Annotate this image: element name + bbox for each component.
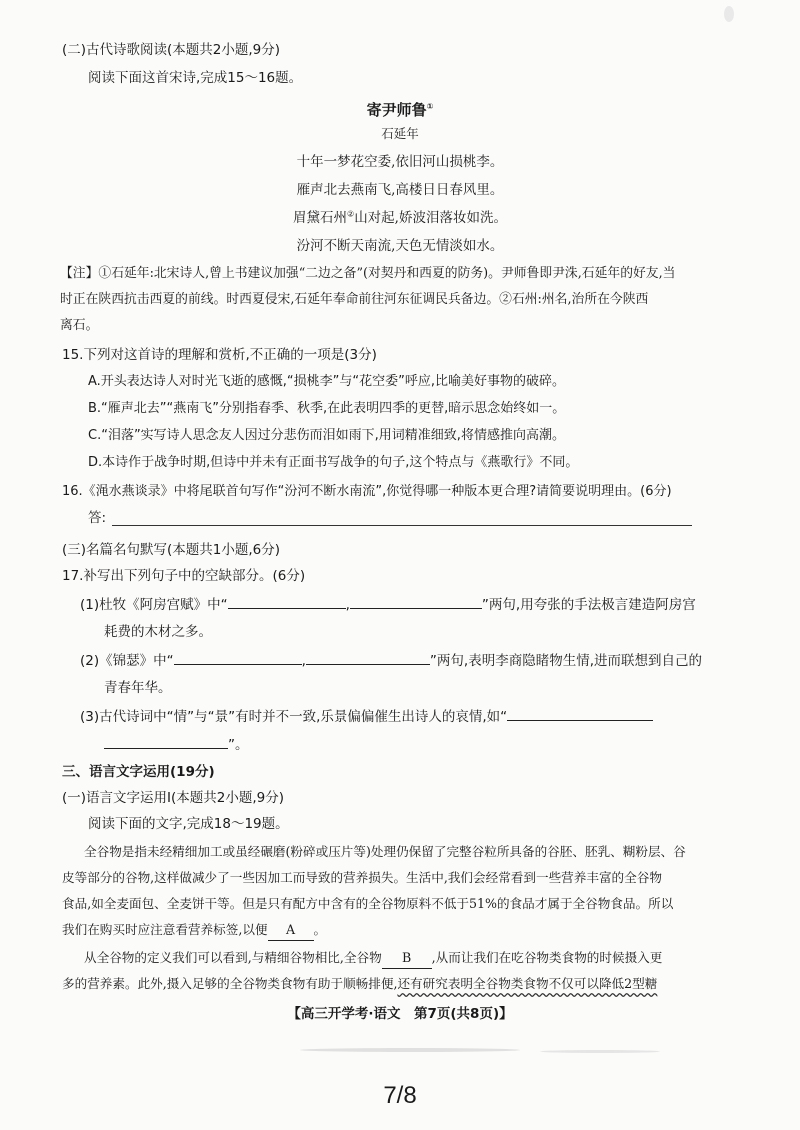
page-indicator: 7/8 bbox=[383, 1082, 417, 1109]
question-17-part-2: (2)《锦瑟》中“ , ”两句,表明李商隐睹物生情,进而联想到自己的 bbox=[80, 650, 702, 671]
blank-b[interactable]: B bbox=[382, 948, 432, 969]
poem-title: 寄尹师鲁① bbox=[366, 101, 434, 119]
question-17-stem: 17.补写出下列句子中的空缺部分。(6分) bbox=[62, 568, 306, 584]
question-15-option-a: A.开头表达诗人对时光飞逝的感慨,“损桃李”与“花空委”呼应,比喻美好事物的破碎。 bbox=[88, 374, 566, 389]
poem-line-3: 眉黛石州②山对起,娇波泪落妆如洗。 bbox=[293, 209, 507, 226]
passage-line-5: 从全谷物的定义我们可以看到,与精细谷物相比,全谷物 B ,从而让我们在吃谷物类食物的时候摄入更 bbox=[84, 948, 662, 969]
passage-line-3: 食品,如全麦面包、全麦饼干等。但是只有配方中含有的全谷物原料不低于51%的食品才属于全谷物食品。所以 bbox=[62, 896, 674, 911]
passage-line-2: 皮等部分的谷物,这样做减少了一些因加工而导致的营养损失。生活中,我们会经常看到一些营养丰富的全谷物 bbox=[62, 870, 662, 885]
notes-line-1: 【注】①石延年:北宋诗人,曾上书建议加强“二边之备”(对契丹和西夏的防务)。尹师鲁即尹洙,石延年的好友,当 bbox=[60, 266, 676, 281]
passage-line-4: 我们在购买时应注意看营养标签,以便 A 。 bbox=[62, 920, 326, 941]
fill-blank[interactable] bbox=[306, 650, 430, 665]
page-footer: 【高三开学考·语文 第7页(共8页)】 bbox=[287, 1006, 513, 1022]
wavy-underlined-sentence: 还有研究表明全谷物类食物不仅可以降低2型糖 bbox=[397, 976, 658, 991]
question-17-part-3: (3)古代诗词中“情”与“景”有时并不一致,乐景偏偏催生出诗人的哀情,如“ bbox=[80, 706, 653, 727]
poem-line-1: 十年一梦花空委,依旧河山损桃李。 bbox=[296, 154, 504, 170]
question-16-stem: 16.《渑水燕谈录》中将尾联首句写作“汾河不断水南流”,你觉得哪一种版本更合理?请简要说明理由。(6分) bbox=[62, 484, 672, 499]
notes-line-3: 离石。 bbox=[60, 318, 99, 333]
footnote-marker-1: ① bbox=[426, 102, 434, 111]
passage-line-6: 多的营养素。此外,摄入足够的全谷物类食物有助于顺畅排便,还有研究表明全谷物类食物不仅可以降低2型糖 bbox=[62, 976, 658, 991]
question-17-part-3-cont: ”。 bbox=[104, 734, 249, 755]
question-16-answer-line[interactable] bbox=[112, 525, 692, 526]
footnote-marker-2: ② bbox=[347, 209, 355, 219]
question-15-option-b: B.“雁声北去”“燕南飞”分别指春季、秋季,在此表明四季的更替,暗示思念始终如一。 bbox=[88, 401, 566, 416]
question-15-option-d: D.本诗作于战争时期,但诗中并未有正面书写战争的句子,这个特点与《燕歌行》不同。 bbox=[88, 455, 579, 470]
scan-smudge bbox=[724, 6, 734, 22]
poetry-instruction: 阅读下面这首宋诗,完成15～16题。 bbox=[88, 70, 303, 86]
poem-line-4: 汾河不断天南流,天色无情淡如水。 bbox=[296, 238, 504, 254]
question-15-stem: 15.下列对这首诗的理解和赏析,不正确的一项是(3分) bbox=[62, 347, 377, 363]
notes-line-2: 时正在陕西抗击西夏的前线。时西夏侵宋,石延年奉命前往河东征调民兵备边。②石州:州名,治所在今陕西 bbox=[60, 292, 649, 307]
section-heading-recitation: (三)名篇名句默写(本题共1小题,6分) bbox=[62, 542, 281, 558]
language-instruction: 阅读下面的文字,完成18～19题。 bbox=[88, 816, 289, 832]
fill-blank[interactable] bbox=[507, 706, 653, 721]
question-17-part-1: (1)杜牧《阿房宫赋》中“ , ”两句,用夸张的手法极言建造阿房宫 bbox=[80, 594, 696, 615]
question-17-part-2-cont: 青春年华。 bbox=[104, 680, 172, 696]
part-heading-language: 三、语言文字运用(19分) bbox=[62, 764, 215, 780]
poem-author: 石延年 bbox=[381, 126, 419, 141]
sub-heading-language-1: (一)语言文字运用Ⅰ(本题共2小题,9分) bbox=[62, 790, 285, 806]
blank-a[interactable]: A bbox=[268, 920, 314, 941]
question-15-option-c: C.“泪落”实写诗人思念友人因过分悲伤而泪如雨下,用词精准细致,将情感推向高潮。 bbox=[88, 428, 565, 443]
question-17-part-1-cont: 耗费的木材之多。 bbox=[104, 624, 212, 640]
scan-smudge bbox=[300, 1048, 520, 1052]
fill-blank[interactable] bbox=[104, 734, 228, 749]
poem-line-2: 雁声北去燕南飞,高楼日日春风里。 bbox=[296, 182, 504, 198]
fill-blank[interactable] bbox=[350, 594, 482, 609]
question-16-answer-label: 答: bbox=[88, 510, 107, 526]
fill-blank[interactable] bbox=[228, 594, 346, 609]
fill-blank[interactable] bbox=[174, 650, 302, 665]
passage-line-1: 全谷物是指未经精细加工或虽经碾磨(粉碎或压片等)处理仍保留了完整谷粒所具备的谷胚、胚乳、糊粉层、谷 bbox=[84, 844, 686, 859]
scan-smudge bbox=[540, 1050, 660, 1053]
section-heading-poetry: (二)古代诗歌阅读(本题共2小题,9分) bbox=[62, 42, 281, 58]
